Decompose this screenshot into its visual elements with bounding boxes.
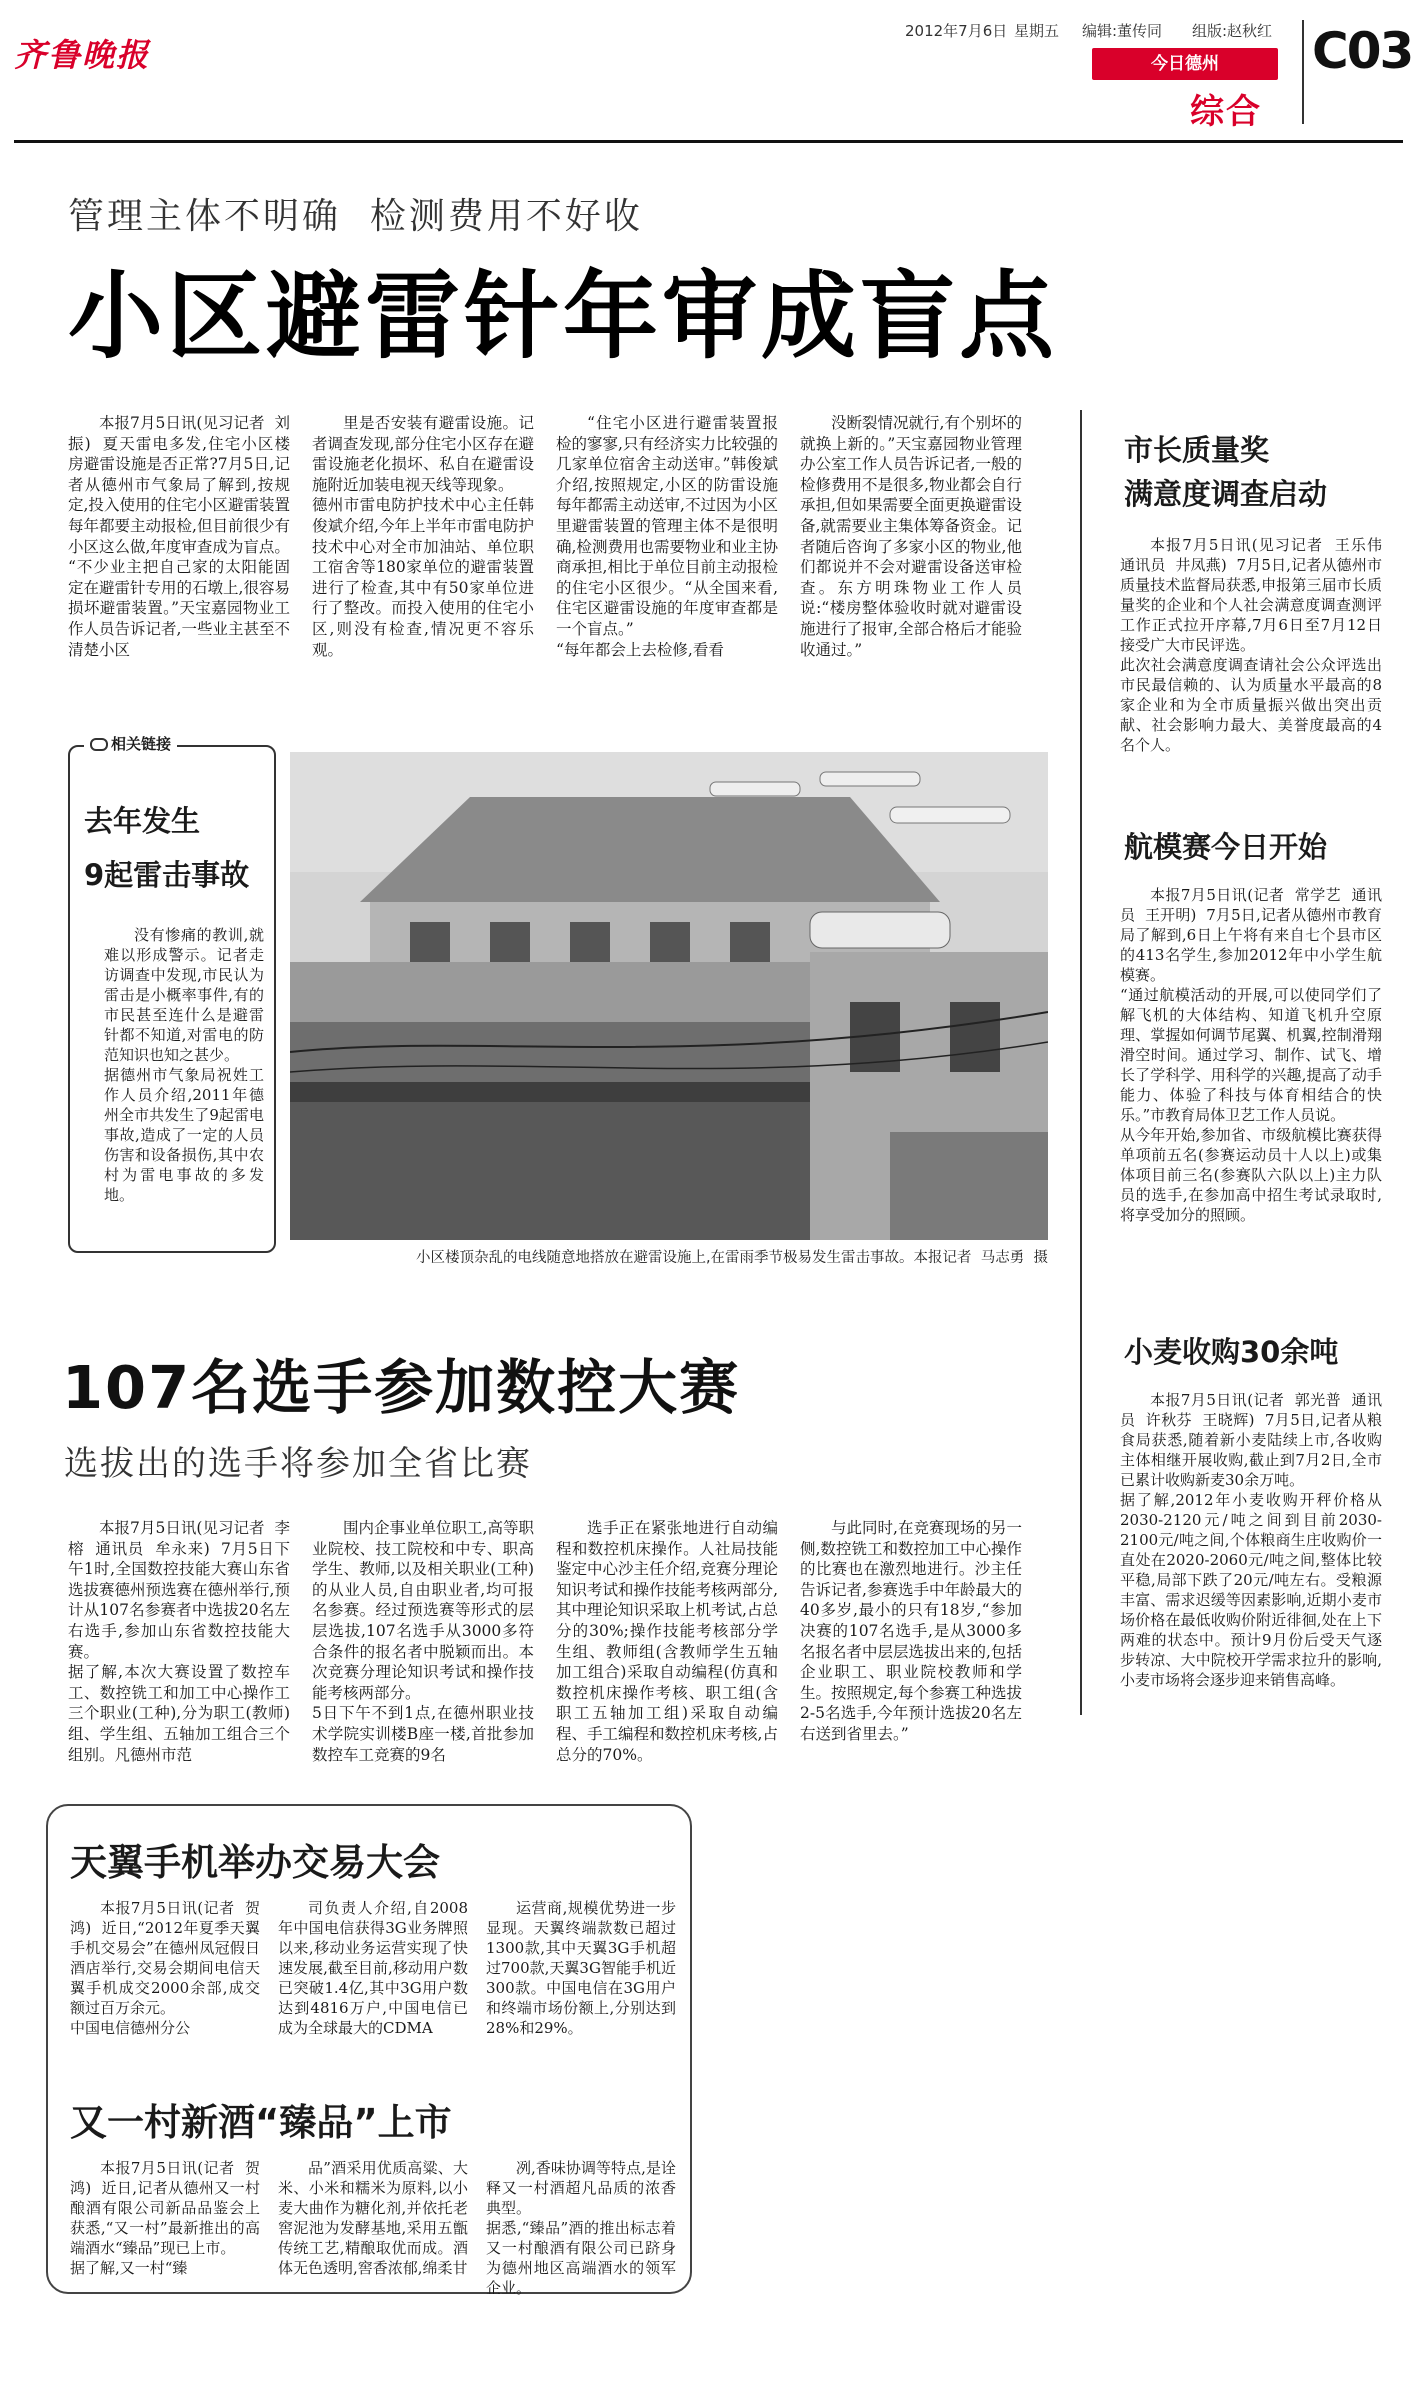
lead-text-4: 没断裂情况就行,有个别坏的就换上新的。”天宝嘉园物业管理办公室工作人员告诉记者,一般的检修费用不是很多,物业都会自行承担,但如果需要全面更换避雷设备,就需要业主集体筹备资金。记者随后咨询了多家小区的物业,他们都说并不会对避雷设备送审检查。东方明珠物业工作人员说:“楼房整体验收时就对避雷设施进行了报审,全部合格后才能验收通过。” [800,414,1022,659]
box-a-text-1: 本报7月5日讯(记者 贺鸿) 近日,“2012年夏季天翼手机交易会”在德州凤冠假日酒店举行,交易会期间电信天翼手机成交2000余部,成交额过百万余元。 中国电信德州分公 [70,1899,260,2037]
masthead [0,0,1417,140]
box-a-column-3 [486,1898,676,2038]
lead-column-1 [68,413,290,660]
lead-column-3 [556,413,778,660]
contest-headline: 107名选手参加数控大赛 [62,1353,741,1422]
sidebar-divider [1080,410,1082,1715]
box-b-title: 又一村新酒“臻品”上市 [70,2101,452,2144]
masthead-rule [14,140,1403,143]
box-a-column-2 [278,1898,468,2038]
related-text: 没有惨痛的教训,就难以形成警示。记者走访调查中发现,市民认为雷击是小概率事件,有的市民甚至连什么是避雷针都不知道,对雷电的防范知识也知之甚少。 据德州市气象局祝姓工作人员介绍,2011年德州全市共发生了9起雷电事故,造成了一定的人员伤害和设备损伤,其中农村为雷电事故的多发地。 [104,926,264,1204]
lead-column-2 [312,413,534,660]
related-body [104,925,264,1205]
sidebar-title-3: 小麦收购30余吨 [1124,1335,1339,1369]
newspaper-logo: 齐鲁晚报 [14,36,151,74]
contest-text-2: 围内企事业单位职工,高等职业院校、技工院校和中专、职高学生、教师,以及相关职业(工种)的从业人员,自由职业者,均可报名参赛。经过预选赛等形式的层层选拔,107名选手从3000多符合条件的报名者中脱颖而出。本次竞赛分理论知识考试和操作技能考核两部分。 5日下午不到1点,在德州职业技术学院实训楼B座一楼,首批参加数控车工竞赛的9名 [312,1519,534,1764]
issue-date: 2012年7月6日 [905,22,1008,40]
box-a-title: 天翼手机举办交易大会 [70,1841,440,1884]
related-title-line1: 去年发生 [84,804,201,838]
lead-column-4 [800,413,1022,660]
photo-caption: 小区楼顶杂乱的电线随意地搭放在避雷设施上,在雷雨季节极易发生雷击事故。本报记者 马志勇 摄 [415,1250,1048,1266]
sidebar-title-1-line1: 市长质量奖 [1124,433,1270,467]
sidebar-text-1: 本报7月5日讯(见习记者 王乐伟 通讯员 井凤燕) 7月5日,记者从德州市质量技术监督局获悉,申报第三届市长质量奖的企业和个人社会满意度调查测评工作正式拉开序幕,7月6日至7月12日接受广大市民评选。 此次社会满意度调查请社会公众评选出市民最信赖的、认为质量水平最高的8家企业和为全市质量振兴做出突出贡献、社会影响力最大、美誉度最高的4名个人。 [1120,536,1382,754]
page-editor: 编辑:董传同 [1082,22,1163,40]
masthead-divider [1302,20,1304,124]
rooftop-photo [290,752,1048,1240]
related-tag-label: 相关链接 [111,735,172,753]
lead-headline: 小区避雷针年审成盲点 [68,262,1059,372]
sidebar-body-1 [1120,535,1382,755]
box-a-text-3: 运营商,规模优势进一步显现。天翼终端款数已超过1300款,其中天翼3G手机超过700款,天翼3G智能手机近300款。中国电信在3G用户和终端市场份额上,分别达到28%和29%。 [486,1899,676,2037]
page-layout-credit: 组版:赵秋红 [1192,22,1273,40]
sidebar-title-1-line2: 满意度调查启动 [1124,477,1328,511]
related-title-line2: 9起雷击事故 [84,858,250,892]
box-b-text-2: 品”酒采用优质高粱、大米、小米和糯米为原料,以小麦大曲作为糖化剂,并依托老窖泥池为发酵基地,采用五甑传统工艺,精酿取优而成。酒体无色透明,窖香浓郁,绵柔甘 [278,2159,468,2277]
section-name: 综合 [1190,92,1262,132]
related-box [68,735,276,1253]
box-b-text-1: 本报7月5日讯(记者 贺鸿) 近日,记者从德州又一村酿酒有限公司新品品鉴会上获悉,“又一村”最新推出的高端酒水“臻品”现已上市。 据了解,又一村“臻 [70,2159,260,2277]
page-number: C03 [1312,22,1413,80]
contest-subhead: 选拔出的选手将参加全省比赛 [64,1444,532,1484]
box-b-column-3 [486,2158,676,2298]
lead-kicker: 管理主体不明确 检测费用不好收 [68,196,643,237]
box-b-column-2 [278,2158,468,2278]
contest-text-4: 与此同时,在竞赛现场的另一侧,数控铣工和数控加工中心操作的比赛也在激烈地进行。沙主任告诉记者,参赛选手中年龄最大的40多岁,最小的只有18岁,“参加决赛的107名选手,是从3000多名报名者中层层选拔出来的,包括企业职工、职业院校教师和学生。按照规定,每个参赛工种选拔2-5名选手,今年预计选拔20名左右送到省里去。” [800,1519,1022,1743]
box-a-text-2: 司负责人介绍,自2008年中国电信获得3G业务牌照以来,移动业务运营实现了快速发展,截至目前,移动用户数已突破1.4亿,其中3G用户数达到4816万户,中国电信已成为全球最大的CDMA [278,1899,468,2037]
box-b-text-3: 冽,香味协调等特点,是诠释又一村酒超凡品质的浓香典型。 据悉,“臻品”酒的推出标志着又一村酿酒有限公司已跻身为德州地区高端酒水的领军企业。 [486,2159,676,2297]
lead-text-1: 本报7月5日讯(见习记者 刘振) 夏天雷电多发,住宅小区楼房避雷设施是否正常?7月5日,记者从德州市气象局了解到,按规定,投入使用的住宅小区避雷装置每年都要主动报检,但目前很少有小区这么做,年度审查成为盲点。 “不少业主把自己家的太阳能固定在避雷针专用的石墩上,很容易损坏避雷装置。”天宝嘉园物业工作人员告诉记者,一些业主甚至不清楚小区 [68,414,290,659]
sidebar-text-2: 本报7月5日讯(记者 常学艺 通讯员 王开明) 7月5日,记者从德州市教育局了解到,6日上午将有来自七个县市区的413名学生,参加2012年中小学生航模赛。 “通过航模活动的开展,可以使同学们了解飞机的大体结构、知道飞机升空原理、掌握如何调节尾翼、机翼,控制滑翔滑空时间。通过学习、制作、试飞、增长了学科学、用科学的兴趣,提高了动手能力、体验了科技与体育相结合的快乐。”市教育局体卫艺工作人员说。 从今年开始,参加省、市级航模比赛获得单项前五名(参赛运动员十人以上)或集体项目前三名(参赛队六队以上)主力队员的选手,在参加高中招生考试录取时,将享受加分的照顾。 [1120,886,1382,1224]
lead-text-2: 里是否安装有避雷设施。记者调查发现,部分住宅小区存在避雷设施老化损坏、私自在避雷设施附近加装电视天线等现象。 德州市雷电防护技术中心主任韩俊斌介绍,今年上半年市雷电防护技术中心对全市加油站、单位职工宿舍等180家单位的避雷装置进行了检查,其中有50家单位进行了整改。而投入使用的住宅小区,则没有检查,情况更不容乐观。 [312,414,534,659]
related-tag [84,733,177,754]
box-b-column-1 [70,2158,260,2278]
sidebar-text-3: 本报7月5日讯(记者 郭光普 通讯员 许秋芬 王晓辉) 7月5日,记者从粮食局获悉,随着新小麦陆续上市,各收购主体相继开展收购,截止到7月2日,全市已累计收购新麦30余万吨。 据了解,2012年小麦收购开秤价格从2030-2120元/吨之间到目前2030-2100元/吨之间,个体粮商生庄收购价一直处在2020-2060元/吨之间,整体比较平稳,局部下跌了20元/吨左右。受粮源丰富、需求迟缓等因素影响,近期小麦市场价格在最低收购价附近徘徊,处在上下两难的状态中。预计9月份后受天气逐步转凉、大中院校开学需求拉升的影响,小麦市场将会逐步迎来销售高峰。 [1120,1391,1382,1689]
link-icon [90,738,108,751]
sidebar-title-2: 航模赛今日开始 [1124,830,1328,864]
contest-column-3 [556,1518,778,1765]
issue-weekday: 星期五 [1014,22,1060,40]
contest-text-1: 本报7月5日讯(见习记者 李榕 通讯员 牟永来) 7月5日下午1时,全国数控技能大赛山东省选拔赛德州预选赛在德州举行,预计从107名参赛者中选拔20名左右选手,参加山东省数控技能大赛。 据了解,本次大赛设置了数控车工、数控铣工和加工中心操作工三个职业(工种),分为职工(教师)组、学生组、五轴加工组合三个组别。凡德州市范 [68,1519,290,1764]
contest-column-2 [312,1518,534,1765]
sidebar-body-2 [1120,885,1382,1225]
lead-text-3: “住宅小区进行避雷装置报检的寥寥,只有经济实力比较强的几家单位宿舍主动送审。”韩俊斌介绍,按照规定,小区的防雷设施每年都需主动送审,不过因为小区里避雷装置的管理主体不是很明确,检测费用也需要物业和业主协商承担,相比于单位目前主动报检的住宅小区很少。“从全国来看,住宅区避雷设施的年度审查都是一个盲点。” “每年都会上去检修,看看 [556,414,778,659]
contest-column-4 [800,1518,1022,1745]
rooftop-photo-drawing [290,752,1048,1240]
contest-column-1 [68,1518,290,1765]
contest-text-3: 选手正在紧张地进行自动编程和数控机床操作。人社局技能鉴定中心沙主任介绍,竞赛分理论知识考试和操作技能考核两部分,其中理论知识采取上机考试,占总分的30%;操作技能考核部分学生组、教师组(含教师学生五轴加工组合)采取自动编程(仿真和数控机床操作考核、职工组(含职工五轴加工组)采取自动编程、手工编程和数控机床考核,占总分的70%。 [556,1519,778,1764]
section-tag: 今日德州 [1092,48,1278,80]
sidebar-body-3 [1120,1390,1382,1690]
box-a-column-1 [70,1898,260,2038]
